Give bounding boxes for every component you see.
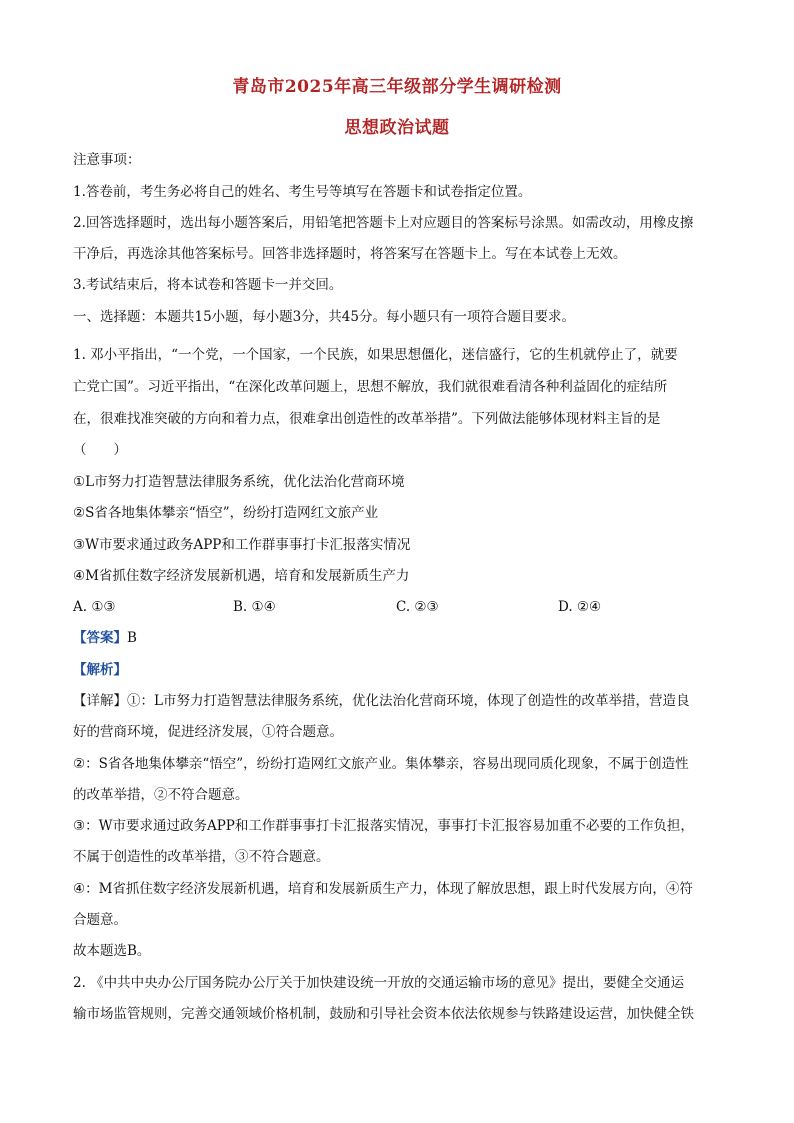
answer-tag: 【答案】 xyxy=(73,630,127,646)
detail-3-line-2: 不属于创造性的改革举措，③不符合题意。 xyxy=(73,849,330,865)
question-1-line-2: 亡党亡国”。习近平指出，“在深化改革问题上，思想不解放，我们就很难看清各种利益固化的症结所 xyxy=(73,379,668,395)
notice-item-2-line-2: 干净后，再选涂其他答案标号。回答非选择题时，将答案写在答题卡上。写在本试卷上无效。 xyxy=(73,246,627,262)
statement-4: ④M省抓住数字经济发展新机遇，培育和发展新质生产力 xyxy=(73,568,410,584)
statement-1: ①L市努力打造智慧法律服务系统，优化法治化营商环境 xyxy=(73,474,405,490)
question-2-line-2: 输市场监管规则，完善交通领域价格机制，鼓励和引导社会资本依法依规参与铁路建设运营，加快健全铁 xyxy=(73,1006,694,1022)
section-heading: 一、选择题：本题共15小题，每小题3分，共45分。每小题只有一项符合题目要求。 xyxy=(73,309,575,325)
option-b: B. ①④ xyxy=(233,599,276,615)
exam-title: 青岛市2025年高三年级部分学生调研检测 xyxy=(232,77,562,97)
detail-1-line-1 xyxy=(73,691,723,711)
detail-4-line-2: 合题意。 xyxy=(73,912,127,928)
option-c: C. ②③ xyxy=(396,599,439,615)
question-2-line-1: 2. 《中共中央办公厅国务院办公厅关于加快建设统一开放的交通运输市场的意见》提出，要健全交通运 xyxy=(73,975,685,991)
notice-item-1: 1.答卷前，考生务必将自己的姓名、考生号等填写在答题卡和试卷指定位置。 xyxy=(73,184,532,200)
detail-2-line-2: 的改革举措，②不符合题意。 xyxy=(73,787,249,803)
analysis-tag: 【解析】 xyxy=(73,662,127,678)
question-1-line-3: 在，很难找准突破的方向和着力点，很难拿出创造性的改革举措”。下列做法能够体现材料主旨的是 xyxy=(73,411,661,427)
notice-item-2-line-1: 2.回答选择题时，选出每小题答案后，用铅笔把答题卡上对应题目的答案标号涂黑。如需改动，用橡皮擦 xyxy=(73,215,694,231)
statement-3: ③W市要求通过政务APP和工作群事事打卡汇报落实情况 xyxy=(73,537,411,553)
answer-value: B xyxy=(127,630,137,646)
notice-item-3: 3.考试结束后，将本试卷和答题卡一并交回。 xyxy=(73,277,343,293)
detail-1-text: ①：L市努力打造智慧法律服务系统，优化法治化营商环境，体现了创造性的改革举措，营造良 xyxy=(127,693,690,709)
detail-1-line-2: 好的营商环境，促进经济发展，①符合题意。 xyxy=(73,724,343,740)
detail-4-line-1: ④：M省抓住数字经济发展新机遇，培育和发展新质生产力，体现了解放思想，跟上时代发展方向，④符 xyxy=(73,881,693,897)
question-1-line-1: 1. 邓小平指出，“一个党，一个国家，一个民族，如果思想僵化，迷信盛行，它的生机就停止了，就要 xyxy=(73,347,678,363)
detail-2-line-1: ②：S省各地集体攀亲“悟空”，纷纷打造网红文旅产业。集体攀亲，容易出现同质化现象，不属于创造性 xyxy=(73,756,689,772)
detail-3-line-1: ③：W市要求通过政务APP和工作群事事打卡汇报落实情况，事事打卡汇报容易加重不必要的工作负担， xyxy=(73,818,694,834)
exam-subtitle: 思想政治试题 xyxy=(344,118,450,138)
detail-tag: 【详解】 xyxy=(73,693,127,709)
conclusion: 故本题选B。 xyxy=(73,943,151,959)
analysis-heading xyxy=(73,660,723,680)
notice-heading: 注意事项： xyxy=(73,152,141,168)
option-d: D. ②④ xyxy=(558,599,602,615)
question-1-blank: （ ） xyxy=(73,442,127,458)
statement-2: ②S省各地集体攀亲“悟空”，纷纷打造网红文旅产业 xyxy=(73,505,379,521)
answer-line xyxy=(73,628,723,648)
option-a: A. ①③ xyxy=(73,599,116,615)
